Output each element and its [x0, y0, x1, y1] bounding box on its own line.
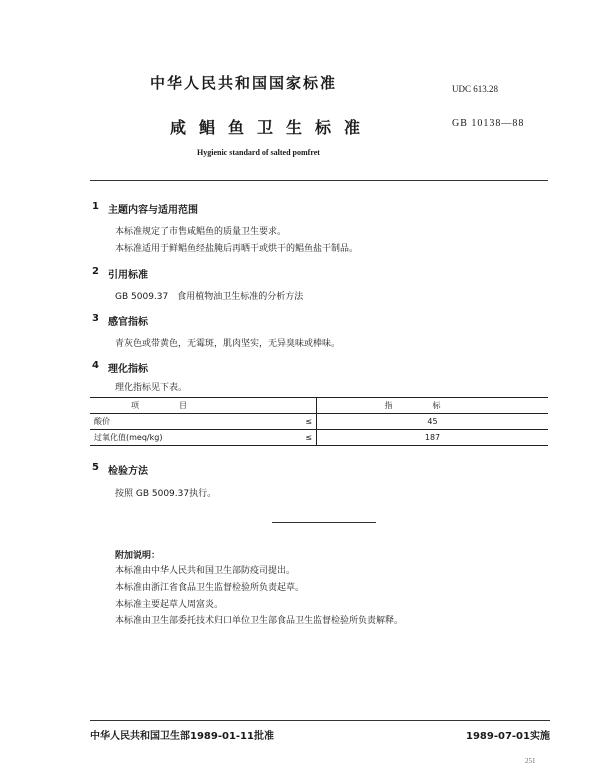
section-2-title: 引用标准 [108, 270, 148, 281]
table-cell-item: 酸价 [90, 414, 268, 430]
table-header-op [268, 398, 317, 414]
table-cell-value: 187 [317, 430, 549, 446]
appendix-line-1: 本标准由中华人民共和国卫生部防疫司提出。 [115, 566, 296, 576]
section-3-para-1: 青灰色或带黄色，无霉斑，肌肉坚实，无异臭味或棒味。 [115, 339, 341, 349]
issuer-title: 中华人民共和国国家标准 [150, 74, 338, 92]
section-5-number: 5 [92, 462, 99, 473]
header-divider [90, 180, 548, 181]
section-2-number: 2 [92, 266, 99, 277]
section-1-title: 主题内容与适用范围 [108, 205, 198, 216]
table-cell-op: ≤ [268, 430, 317, 446]
gb-number: GB 10138—88 [452, 118, 525, 129]
table-cell-op: ≤ [268, 414, 317, 430]
standard-title: 咸鲳鱼卫生标准 [170, 118, 374, 137]
table-header-value: 指标 [317, 398, 549, 414]
footer-divider [90, 720, 550, 721]
section-1-para-2: 本标准适用于鲜鲳鱼经盐腌后再晒干或烘干的鲳鱼盐干制品。 [115, 244, 359, 254]
section-1-number: 1 [92, 201, 99, 212]
section-4-title: 理化指标 [108, 364, 148, 375]
table-row [90, 430, 548, 446]
appendix-line-4: 本标准由卫生部委托技术归口单位卫生部食品卫生监督检验所负责解释。 [115, 616, 404, 626]
implementation-date: 1989-07-01实施 [466, 731, 550, 742]
english-title: Hygienic standard of salted pomfret [197, 148, 320, 157]
table-header-row [90, 398, 548, 414]
approval-line: 中华人民共和国卫生部1989-01-11批准 [90, 731, 274, 742]
section-1-para-1: 本标准规定了市售咸鲳鱼的质量卫生要求。 [115, 227, 287, 237]
table-row [90, 414, 548, 430]
section-3-title: 感官指标 [108, 317, 148, 328]
section-divider [272, 522, 376, 523]
appendix-title: 附加说明： [115, 551, 161, 561]
section-5-para-1: 按照 GB 5009.37执行。 [115, 489, 217, 499]
udc-code: UDC 613.28 [452, 84, 499, 94]
physicochemical-table [90, 397, 548, 446]
section-2-para-1: GB 5009.37 食用植物油卫生标准的分析方法 [115, 292, 304, 302]
section-4-number: 4 [92, 360, 99, 371]
section-3-number: 3 [92, 313, 99, 324]
page-number: 251 [525, 757, 536, 765]
table-cell-item: 过氧化值(meq/kg) [90, 430, 268, 446]
appendix-line-3: 本标准主要起草人周富炎。 [115, 600, 224, 610]
section-4-para-1: 理化指标见下表。 [115, 383, 188, 393]
table-header-item: 项目 [90, 398, 268, 414]
section-5-title: 检验方法 [108, 466, 148, 477]
table-cell-value: 45 [317, 414, 549, 430]
appendix-line-2: 本标准由浙江省食品卫生监督检验所负责起草。 [115, 583, 305, 593]
